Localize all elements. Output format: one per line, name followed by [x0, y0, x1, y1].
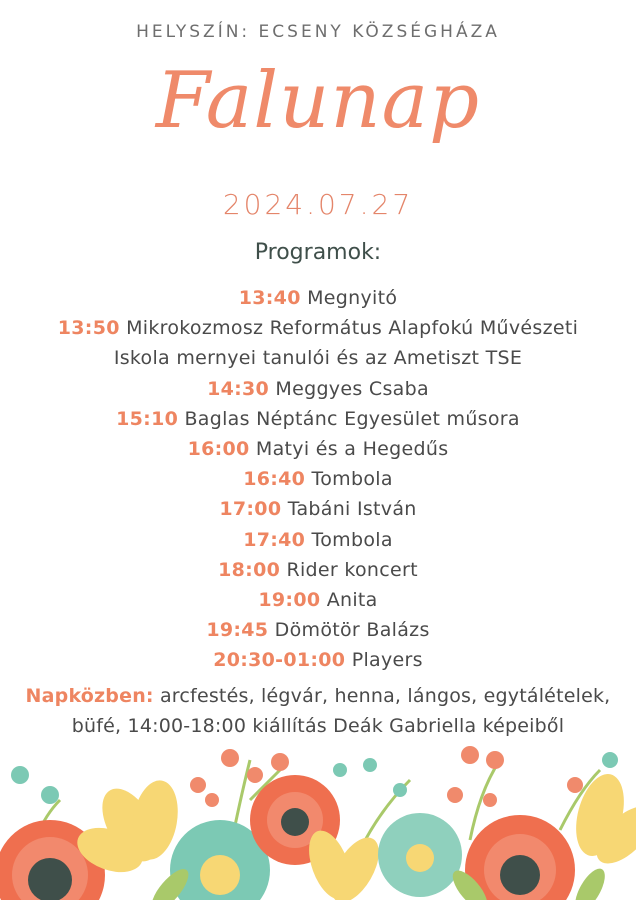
- schedule-text: Tombola: [311, 528, 393, 551]
- location-text: HELYSZÍN: ECSENY KÖZSÉGHÁZA: [136, 22, 500, 42]
- programs-heading: Programok:: [254, 240, 382, 265]
- allday-label: Napközben:: [25, 685, 154, 707]
- schedule-time: 13:50: [57, 317, 120, 340]
- schedule-time: 18:00: [218, 558, 281, 581]
- schedule-text: Rider koncert: [286, 558, 418, 581]
- allday-text-2: büfé, 14:00-18:00 kiállítás Deák Gabriella képeiből: [71, 715, 565, 737]
- schedule-time: 17:00: [219, 498, 282, 521]
- schedule-text: Iskola mernyei tanulói és az Ametiszt TSE: [113, 347, 523, 370]
- flower-border-illustration: [0, 740, 636, 900]
- schedule-time: 13:40: [238, 287, 301, 309]
- schedule-list: [20, 283, 616, 676]
- schedule-row: [20, 494, 616, 524]
- schedule-time: 17:40: [243, 528, 306, 551]
- allday-section: [0, 681, 636, 741]
- schedule-row: [20, 645, 616, 675]
- schedule-text: Players: [351, 649, 423, 672]
- schedule-row: [20, 374, 616, 404]
- teal-flower-right: [378, 813, 462, 897]
- event-date: 2024.07.27: [222, 188, 414, 221]
- schedule-row: [20, 555, 616, 585]
- schedule-row: [20, 464, 616, 494]
- yellow-flower-center: [301, 825, 389, 900]
- schedule-time: 15:10: [116, 407, 179, 430]
- schedule-row: [20, 313, 616, 343]
- allday-line-1: [0, 681, 636, 711]
- schedule-time: 16:00: [187, 438, 250, 461]
- schedule-time: 16:40: [243, 468, 306, 491]
- schedule-row: [20, 283, 616, 313]
- schedule-row: [20, 434, 616, 464]
- berries: [190, 746, 583, 807]
- schedule-time: 14:30: [207, 377, 270, 400]
- schedule-row: [20, 615, 616, 645]
- schedule-row: [20, 343, 616, 373]
- schedule-text: Meggyes Csaba: [275, 377, 429, 400]
- schedule-time: 19:00: [258, 589, 321, 612]
- schedule-text: Tabáni István: [287, 498, 417, 521]
- red-flower-right: [465, 815, 575, 900]
- schedule-row: [20, 404, 616, 434]
- schedule-text: Mikrokozmosz Református Alapfokú Művészeti: [126, 317, 579, 340]
- schedule-text: Dömötör Balázs: [274, 619, 430, 642]
- allday-text-1: arcfestés, légvár, henna, lángos, egytálételek,: [159, 685, 611, 707]
- schedule-text: Megnyitó: [307, 287, 398, 309]
- schedule-time: 20:30-01:00: [213, 649, 346, 672]
- schedule-text: Matyi és a Hegedűs: [255, 438, 449, 461]
- schedule-text: Anita: [326, 589, 378, 612]
- schedule-row: [20, 585, 616, 615]
- schedule-time: 19:45: [206, 619, 269, 642]
- schedule-text: Tombola: [311, 468, 393, 491]
- schedule-row: [20, 525, 616, 555]
- poster-title: Falunap: [155, 56, 481, 146]
- schedule-text: Baglas Néptánc Egyesület műsora: [184, 407, 520, 430]
